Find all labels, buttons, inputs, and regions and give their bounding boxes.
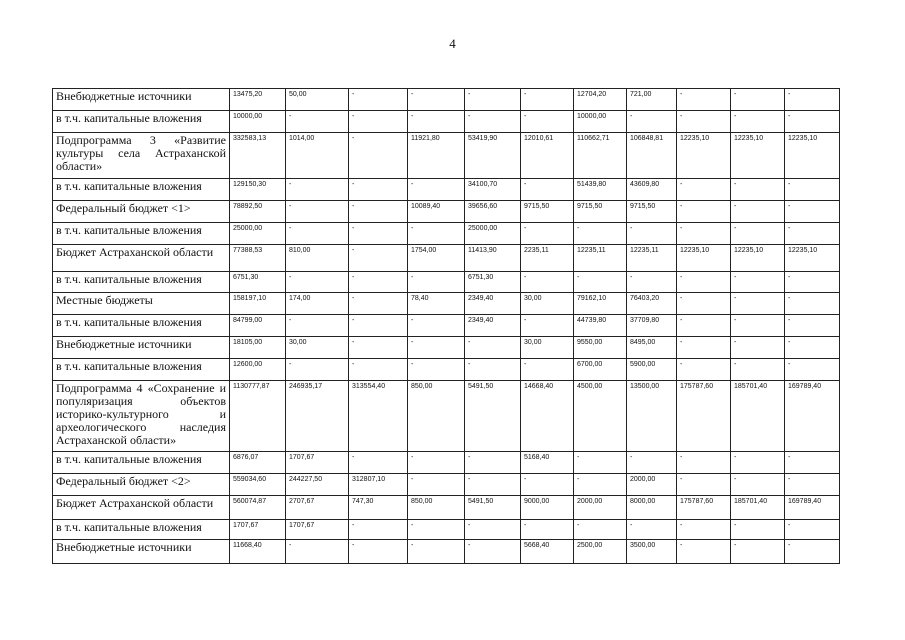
value-cell: -: [731, 89, 785, 111]
value-cell: 5491,50: [465, 496, 521, 520]
value-cell: -: [731, 474, 785, 496]
table-row: [53, 223, 840, 245]
value-cell: -: [349, 337, 408, 359]
value-cell: 175787,60: [677, 381, 731, 452]
value-cell: -: [465, 111, 521, 133]
value-cell: -: [408, 272, 465, 293]
value-cell: 79162,10: [574, 293, 627, 315]
row-label: в т.ч. капитальные вложения: [53, 452, 230, 474]
value-cell: 312807,10: [349, 474, 408, 496]
value-cell: 1130777,87: [230, 381, 286, 452]
value-cell: 12235,11: [574, 245, 627, 272]
value-cell: 9715,50: [574, 201, 627, 223]
value-cell: 1754,00: [408, 245, 465, 272]
value-cell: -: [465, 452, 521, 474]
value-cell: -: [349, 293, 408, 315]
value-cell: 332583,13: [230, 133, 286, 179]
value-cell: 77388,53: [230, 245, 286, 272]
value-cell: 11413,90: [465, 245, 521, 272]
value-cell: 158197,10: [230, 293, 286, 315]
value-cell: 313554,40: [349, 381, 408, 452]
value-cell: -: [731, 293, 785, 315]
value-cell: -: [286, 272, 349, 293]
row-label: Бюджет Астраханской области: [53, 245, 230, 272]
table-row: [53, 201, 840, 223]
value-cell: -: [627, 272, 677, 293]
value-cell: 13500,00: [627, 381, 677, 452]
value-cell: -: [408, 540, 465, 564]
value-cell: -: [349, 111, 408, 133]
value-cell: 5168,40: [521, 452, 574, 474]
value-cell: 2235,11: [521, 245, 574, 272]
value-cell: 169789,40: [785, 381, 840, 452]
value-cell: -: [349, 452, 408, 474]
value-cell: 2500,00: [574, 540, 627, 564]
value-cell: -: [785, 540, 840, 564]
value-cell: 78,40: [408, 293, 465, 315]
value-cell: -: [785, 179, 840, 201]
value-cell: 244227,50: [286, 474, 349, 496]
value-cell: 2000,00: [627, 474, 677, 496]
value-cell: -: [521, 359, 574, 381]
value-cell: 106848,81: [627, 133, 677, 179]
value-cell: 76403,20: [627, 293, 677, 315]
table-body: [53, 89, 840, 564]
value-cell: -: [785, 223, 840, 245]
value-cell: -: [785, 272, 840, 293]
value-cell: 6700,00: [574, 359, 627, 381]
value-cell: -: [408, 223, 465, 245]
table-row: [53, 496, 840, 520]
value-cell: -: [677, 474, 731, 496]
value-cell: 12235,10: [731, 245, 785, 272]
value-cell: 559034,60: [230, 474, 286, 496]
value-cell: 12235,10: [785, 245, 840, 272]
value-cell: -: [627, 452, 677, 474]
value-cell: -: [677, 293, 731, 315]
value-cell: 12235,11: [627, 245, 677, 272]
table-row: [53, 337, 840, 359]
value-cell: -: [286, 540, 349, 564]
value-cell: 1707,67: [286, 452, 349, 474]
value-cell: 18105,00: [230, 337, 286, 359]
value-cell: -: [349, 245, 408, 272]
value-cell: 6876,07: [230, 452, 286, 474]
value-cell: -: [465, 89, 521, 111]
value-cell: -: [286, 315, 349, 337]
value-cell: 169789,40: [785, 496, 840, 520]
value-cell: -: [349, 315, 408, 337]
value-cell: -: [677, 359, 731, 381]
value-cell: -: [286, 179, 349, 201]
page-number: 4: [449, 36, 456, 51]
value-cell: -: [785, 89, 840, 111]
value-cell: -: [785, 293, 840, 315]
value-cell: 12235,10: [731, 133, 785, 179]
table-row: [53, 315, 840, 337]
value-cell: -: [349, 179, 408, 201]
value-cell: 12600,00: [230, 359, 286, 381]
value-cell: 6751,30: [465, 272, 521, 293]
value-cell: 10089,40: [408, 201, 465, 223]
value-cell: 12235,10: [785, 133, 840, 179]
value-cell: -: [465, 359, 521, 381]
row-label: в т.ч. капитальные вложения: [53, 179, 230, 201]
value-cell: -: [408, 89, 465, 111]
row-label: в т.ч. капитальные вложения: [53, 223, 230, 245]
value-cell: -: [521, 223, 574, 245]
row-label: в т.ч. капитальные вложения: [53, 272, 230, 293]
value-cell: -: [521, 89, 574, 111]
value-cell: -: [677, 272, 731, 293]
value-cell: 25000,00: [230, 223, 286, 245]
value-cell: -: [349, 520, 408, 540]
table-row: [53, 272, 840, 293]
value-cell: 174,00: [286, 293, 349, 315]
value-cell: 37709,80: [627, 315, 677, 337]
value-cell: 129150,30: [230, 179, 286, 201]
value-cell: 5491,50: [465, 381, 521, 452]
table-row: [53, 452, 840, 474]
value-cell: -: [627, 111, 677, 133]
value-cell: -: [349, 359, 408, 381]
value-cell: -: [785, 111, 840, 133]
value-cell: -: [465, 474, 521, 496]
table-row: [53, 381, 840, 452]
table-row: [53, 89, 840, 111]
value-cell: 3500,00: [627, 540, 677, 564]
value-cell: -: [731, 452, 785, 474]
value-cell: -: [574, 223, 627, 245]
value-cell: -: [785, 337, 840, 359]
value-cell: -: [574, 452, 627, 474]
value-cell: 246935,17: [286, 381, 349, 452]
table-row: [53, 520, 840, 540]
value-cell: 2349,40: [465, 315, 521, 337]
table-row: [53, 133, 840, 179]
value-cell: -: [785, 474, 840, 496]
value-cell: -: [677, 179, 731, 201]
value-cell: 2000,00: [574, 496, 627, 520]
value-cell: 12704,20: [574, 89, 627, 111]
value-cell: 10000,00: [230, 111, 286, 133]
value-cell: 4500,00: [574, 381, 627, 452]
row-label: Местные бюджеты: [53, 293, 230, 315]
value-cell: -: [408, 315, 465, 337]
value-cell: -: [677, 337, 731, 359]
table-row: [53, 474, 840, 496]
table-row: [53, 179, 840, 201]
value-cell: -: [408, 359, 465, 381]
value-cell: -: [677, 315, 731, 337]
value-cell: 9715,50: [521, 201, 574, 223]
value-cell: 8000,00: [627, 496, 677, 520]
row-label: Внебюджетные источники: [53, 89, 230, 111]
value-cell: -: [731, 337, 785, 359]
row-label: Федеральный бюджет <2>: [53, 474, 230, 496]
value-cell: -: [465, 520, 521, 540]
table-row: [53, 359, 840, 381]
value-cell: 6751,30: [230, 272, 286, 293]
value-cell: 44739,80: [574, 315, 627, 337]
value-cell: -: [349, 133, 408, 179]
value-cell: -: [349, 201, 408, 223]
value-cell: 8495,00: [627, 337, 677, 359]
value-cell: 30,00: [521, 337, 574, 359]
value-cell: 14668,40: [521, 381, 574, 452]
value-cell: 51439,80: [574, 179, 627, 201]
value-cell: -: [521, 272, 574, 293]
value-cell: -: [408, 111, 465, 133]
value-cell: -: [677, 111, 731, 133]
value-cell: -: [785, 315, 840, 337]
value-cell: 5668,40: [521, 540, 574, 564]
value-cell: -: [731, 359, 785, 381]
value-cell: -: [408, 337, 465, 359]
value-cell: 12010,61: [521, 133, 574, 179]
value-cell: -: [521, 111, 574, 133]
budget-table: [52, 88, 840, 564]
value-cell: 12235,10: [677, 133, 731, 179]
value-cell: -: [677, 540, 731, 564]
value-cell: 185701,40: [731, 381, 785, 452]
value-cell: -: [677, 223, 731, 245]
table-row: [53, 111, 840, 133]
value-cell: 2349,40: [465, 293, 521, 315]
value-cell: 12235,10: [677, 245, 731, 272]
value-cell: -: [677, 201, 731, 223]
value-cell: 25000,00: [465, 223, 521, 245]
value-cell: -: [521, 474, 574, 496]
value-cell: -: [677, 452, 731, 474]
value-cell: -: [677, 520, 731, 540]
row-label: в т.ч. капитальные вложения: [53, 315, 230, 337]
value-cell: -: [731, 540, 785, 564]
value-cell: -: [349, 89, 408, 111]
value-cell: -: [731, 179, 785, 201]
value-cell: 850,00: [408, 496, 465, 520]
value-cell: 185701,40: [731, 496, 785, 520]
table-row: [53, 293, 840, 315]
row-label: Федеральный бюджет <1>: [53, 201, 230, 223]
value-cell: -: [286, 201, 349, 223]
value-cell: -: [408, 474, 465, 496]
value-cell: -: [731, 201, 785, 223]
row-label: в т.ч. капитальные вложения: [53, 111, 230, 133]
table-row: [53, 540, 840, 564]
value-cell: -: [286, 359, 349, 381]
value-cell: 13475,20: [230, 89, 286, 111]
value-cell: 1707,67: [286, 520, 349, 540]
value-cell: 78892,50: [230, 201, 286, 223]
value-cell: -: [731, 520, 785, 540]
value-cell: -: [349, 223, 408, 245]
value-cell: 39656,60: [465, 201, 521, 223]
value-cell: -: [286, 111, 349, 133]
value-cell: -: [408, 179, 465, 201]
value-cell: 9715,50: [627, 201, 677, 223]
value-cell: -: [408, 452, 465, 474]
value-cell: -: [521, 315, 574, 337]
value-cell: 11668,40: [230, 540, 286, 564]
value-cell: -: [731, 223, 785, 245]
value-cell: -: [574, 520, 627, 540]
value-cell: 30,00: [521, 293, 574, 315]
value-cell: 2707,67: [286, 496, 349, 520]
row-label: в т.ч. капитальные вложения: [53, 520, 230, 540]
value-cell: -: [408, 520, 465, 540]
value-cell: -: [574, 474, 627, 496]
value-cell: -: [677, 89, 731, 111]
value-cell: 43609,80: [627, 179, 677, 201]
value-cell: 84799,00: [230, 315, 286, 337]
value-cell: -: [785, 359, 840, 381]
value-cell: 9000,00: [521, 496, 574, 520]
value-cell: -: [465, 337, 521, 359]
value-cell: 110662,71: [574, 133, 627, 179]
value-cell: 850,00: [408, 381, 465, 452]
value-cell: 11921,80: [408, 133, 465, 179]
value-cell: -: [349, 540, 408, 564]
value-cell: 5900,00: [627, 359, 677, 381]
value-cell: -: [785, 201, 840, 223]
row-label: Бюджет Астраханской области: [53, 496, 230, 520]
value-cell: 9550,00: [574, 337, 627, 359]
value-cell: -: [731, 111, 785, 133]
value-cell: 721,00: [627, 89, 677, 111]
value-cell: 53419,90: [465, 133, 521, 179]
row-label: Внебюджетные источники: [53, 540, 230, 564]
value-cell: -: [731, 315, 785, 337]
value-cell: -: [349, 272, 408, 293]
row-label: Подпрограмма 4 «Сохранение и популяризация объектов историко-культурного и археологического наследия Астраханской области»: [53, 381, 230, 452]
row-label: Внебюджетные источники: [53, 337, 230, 359]
value-cell: -: [286, 223, 349, 245]
value-cell: -: [731, 272, 785, 293]
value-cell: 10000,00: [574, 111, 627, 133]
value-cell: -: [521, 179, 574, 201]
value-cell: -: [627, 223, 677, 245]
value-cell: -: [785, 520, 840, 540]
value-cell: 30,00: [286, 337, 349, 359]
value-cell: -: [465, 540, 521, 564]
value-cell: 34100,70: [465, 179, 521, 201]
value-cell: 747,30: [349, 496, 408, 520]
value-cell: -: [785, 452, 840, 474]
value-cell: 1707,67: [230, 520, 286, 540]
row-label: Подпрограмма 3 «Развитие культуры села Астраханской области»: [53, 133, 230, 179]
value-cell: -: [627, 520, 677, 540]
value-cell: -: [574, 272, 627, 293]
value-cell: 50,00: [286, 89, 349, 111]
value-cell: -: [521, 520, 574, 540]
value-cell: 560074,87: [230, 496, 286, 520]
table-row: [53, 245, 840, 272]
row-label: в т.ч. капитальные вложения: [53, 359, 230, 381]
value-cell: 810,00: [286, 245, 349, 272]
value-cell: 1014,00: [286, 133, 349, 179]
value-cell: 175787,60: [677, 496, 731, 520]
